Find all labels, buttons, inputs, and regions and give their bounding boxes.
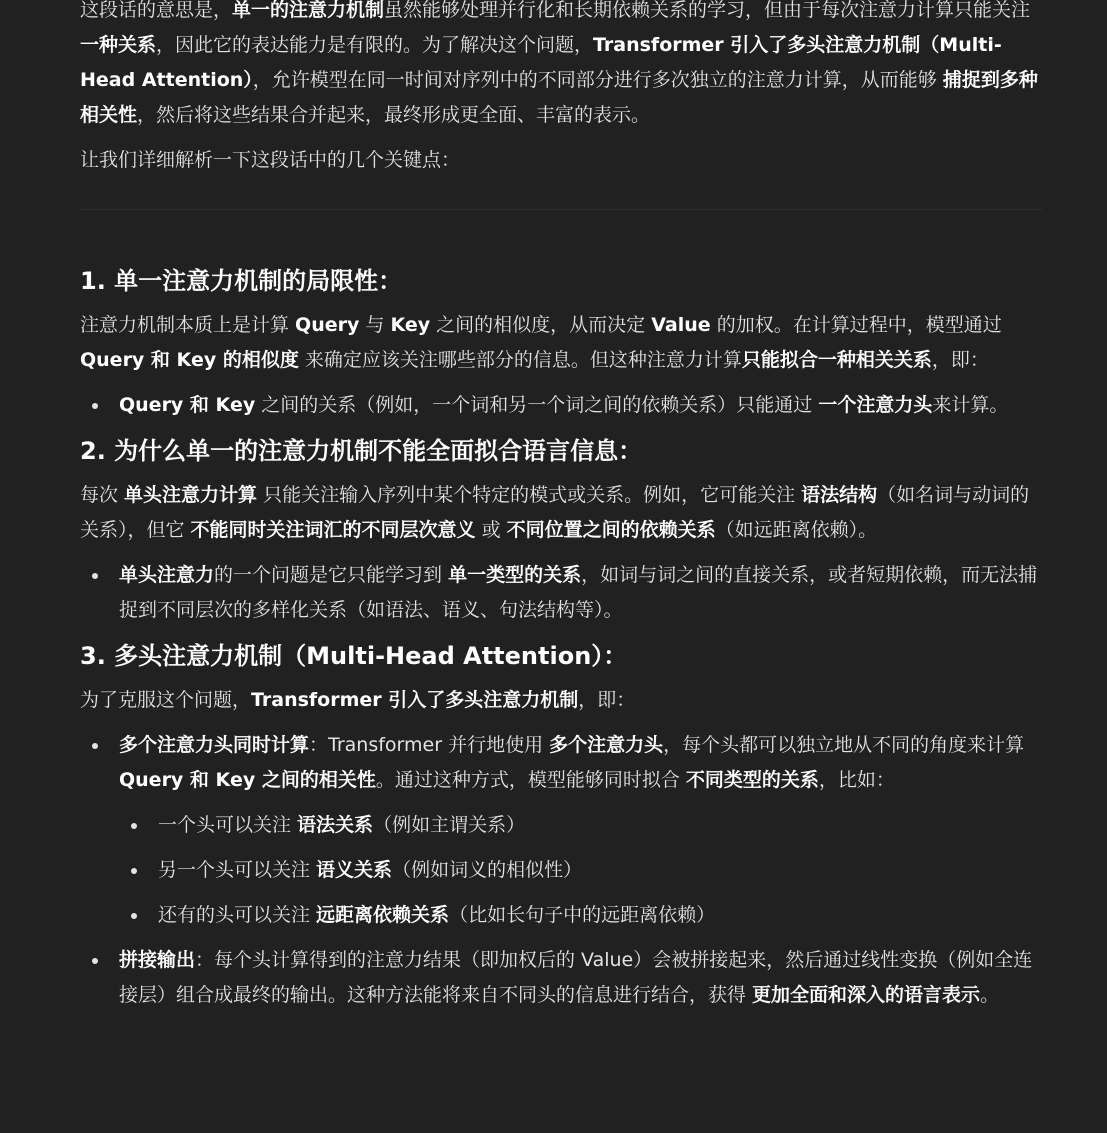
text: 这段话的意思是，	[80, 0, 233, 21]
bold-text: 远距离依赖关系	[316, 904, 450, 926]
bold-text: Value	[651, 314, 711, 336]
bold-text: Key	[390, 314, 431, 336]
text: 来确定应该关注哪些部分的信息。但这种注意力计算	[298, 349, 742, 371]
text: 。通过这种方式，模型能够同时拟合	[375, 769, 686, 791]
bold-text: 多个注意力头	[549, 734, 664, 756]
section-2-paragraph	[80, 478, 1042, 548]
nested-list	[119, 808, 1042, 933]
bold-text: 不同位置之间的依赖关系	[506, 519, 716, 541]
text: （例如词义的相似性）	[392, 859, 583, 881]
bold-text: Query 和 Key	[119, 394, 256, 416]
text: 另一个头可以关注	[158, 859, 317, 881]
list-item	[80, 943, 1042, 1013]
nested-list-item	[119, 853, 1042, 888]
bold-text: 不同类型的关系	[685, 769, 819, 791]
bold-text: Query 和 Key 的相似度	[80, 349, 299, 371]
text: 的加权。在计算过程中，模型通过	[710, 314, 1002, 336]
nested-list-item	[119, 808, 1042, 843]
text: ，如词与词之间的直接关系，或者短期依赖，而无法捕捉到不同层次的多样化关系（如语法、语义、句法结构等）。	[119, 564, 1038, 621]
text: 之间的关系（例如，一个词和另一个词之间的依赖关系）只能通过	[255, 394, 819, 416]
text: 还有的头可以关注	[158, 904, 317, 926]
bold-text: 捕捉到多种相关性	[80, 69, 1038, 126]
text: ，比如：	[818, 769, 895, 791]
text: 虽然能够处理并行化和长期依赖关系的学习，但由于每次注意力计算只能关注	[384, 0, 1031, 21]
bullet-icon	[92, 958, 98, 964]
text: ：Transformer 并行地使用	[309, 734, 550, 756]
section-3-paragraph	[80, 683, 1042, 718]
bullet-icon	[92, 403, 98, 409]
bold-text: 一种关系	[80, 34, 157, 56]
text: （例如主谓关系）	[373, 814, 526, 836]
bold-text: Query 和 Key 之间的相关性	[119, 769, 376, 791]
bullet-icon	[131, 913, 137, 919]
intro-paragraph	[80, 0, 1042, 133]
section-1-paragraph	[80, 308, 1042, 378]
text: ，允许模型在同一时间对序列中的不同部分进行多次独立的注意力计算，从而能够	[252, 69, 943, 91]
list-item	[80, 558, 1042, 628]
section-heading-3: 3. 多头注意力机制（Multi-Head Attention）：	[80, 642, 628, 670]
text: 每次	[80, 484, 125, 506]
bold-text: 拼接输出	[119, 949, 196, 971]
bold-text: 语法结构	[801, 484, 878, 506]
text: （如远距离依赖）。	[715, 519, 878, 541]
bold-text: 语义关系	[316, 859, 393, 881]
text: ，每个头都可以独立地从不同的角度来计算	[663, 734, 1025, 756]
text: 来计算。	[932, 394, 1009, 416]
text: 之间的相似度，从而决定	[430, 314, 652, 336]
bold-text: Query	[295, 314, 360, 336]
bold-text: Transformer 引入了多头注意力机制（Multi-Head Attention）	[80, 34, 1002, 91]
list-item	[80, 388, 1042, 423]
text: ，因此它的表达能力是有限的。为了解决这个问题，	[156, 34, 594, 56]
bullet-icon	[92, 743, 98, 749]
response-document	[80, 0, 1042, 1013]
bold-text: 单头注意力	[119, 564, 215, 586]
text: 只能关注输入序列中某个特定的模式或关系。例如，它可能关注	[257, 484, 802, 506]
bold-text: 单头注意力计算	[124, 484, 258, 506]
text: 注意力机制本质上是计算	[80, 314, 296, 336]
text: 为了克服这个问题，	[80, 689, 252, 711]
bold-text: 一个注意力头	[818, 394, 933, 416]
section-2-list	[80, 558, 1042, 628]
bold-text: 更加全面和深入的语言表示	[752, 984, 981, 1006]
bullet-icon	[92, 573, 98, 579]
bullet-icon	[131, 823, 137, 829]
nested-list-item	[119, 898, 1042, 933]
section-divider	[80, 209, 1042, 210]
text: ，即：	[931, 349, 989, 371]
bold-text: 单一类型的关系	[448, 564, 582, 586]
bold-text: Transformer 引入了多头注意力机制	[251, 689, 579, 711]
bold-text: 只能拟合一种相关关系	[741, 349, 932, 371]
section-heading-1: 1. 单一注意力机制的局限性：	[80, 267, 403, 295]
bold-text: 单一的注意力机制	[232, 0, 385, 21]
intro-lead-paragraph: 让我们详细解析一下这段话中的几个关键点：	[80, 149, 461, 171]
text: （比如长句子中的远距离依赖）	[449, 904, 716, 926]
text: 或	[475, 519, 507, 541]
text: （如名词与动词的关系），但它	[80, 484, 1030, 541]
section-1-list	[80, 388, 1042, 423]
text: ，然后将这些结果合并起来，最终形成更全面、丰富的表示。	[137, 104, 651, 126]
text: ：每个头计算得到的注意力结果（即加权后的 Value）会被拼接起来，然后通过线性变换（例如全连接层）组合成最终的输出。这种方法能将来自不同头的信息进行结合，获得	[119, 949, 1033, 1006]
bold-text: 语法关系	[297, 814, 374, 836]
bullet-icon	[131, 868, 137, 874]
section-3-list	[80, 728, 1042, 1013]
text: 与	[359, 314, 391, 336]
bold-text: 不能同时关注词汇的不同层次意义	[190, 519, 476, 541]
bold-text: 多个注意力头同时计算	[119, 734, 310, 756]
text: 一个头可以关注	[158, 814, 298, 836]
text: ，即：	[578, 689, 636, 711]
text: 的一个问题是它只能学习到	[214, 564, 449, 586]
text: 。	[980, 984, 1000, 1006]
list-item	[80, 728, 1042, 933]
section-heading-2: 2. 为什么单一的注意力机制不能全面拟合语言信息：	[80, 437, 643, 465]
